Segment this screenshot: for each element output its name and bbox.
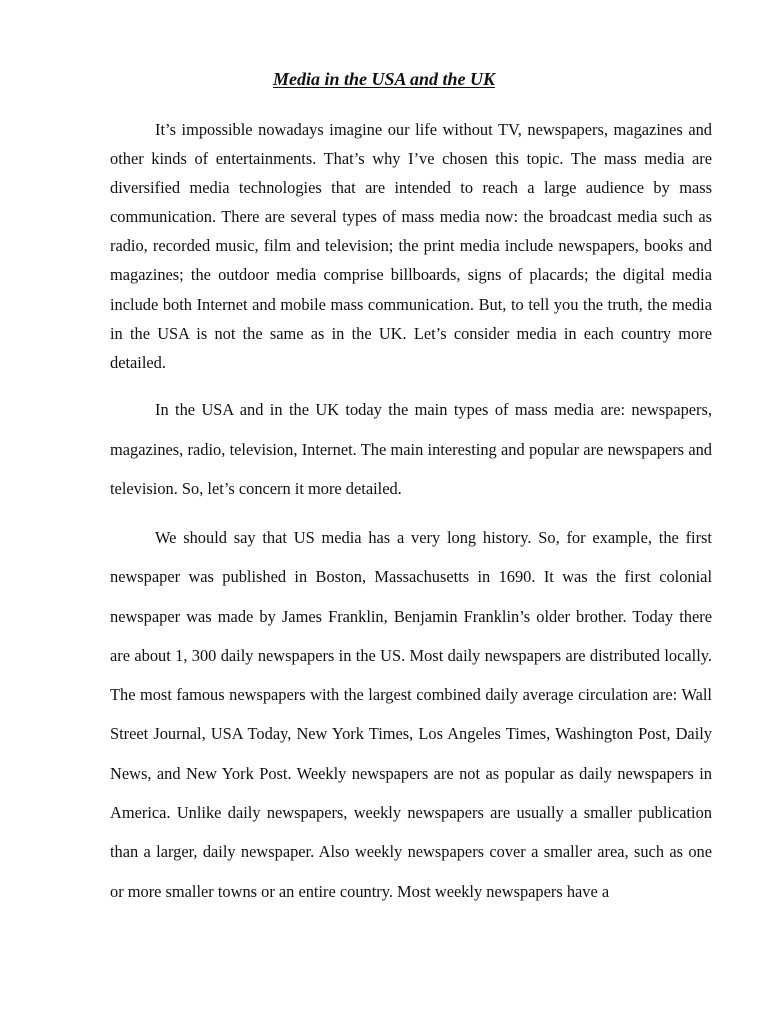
- paragraph-main-types: In the USA and in the UK today the main types of mass media are: newspapers, magazines, radio, television, Internet. The main interesting and popular are newspapers and television. So, let’s concern it more detailed.: [110, 400, 712, 499]
- paragraph-intro: It’s impossible nowadays imagine our life without TV, newspapers, magazines and other kinds of entertainments. That’s why I’ve chosen this topic. The mass media are diversified media technologies that are intended to reach a large audience by mass communication. There are several types of mass media now: the broadcast media such as radio, recorded music, film and television; the print media include newspapers, books and magazines; the outdoor media comprise billboards, signs of placards; the digital media include both Internet and mobile mass communication. But, to tell you the truth, the media in the USA is not the same as in the UK. Let’s consider media in each country more detailed.: [110, 120, 712, 372]
- paragraph-us-history: We should say that US media has a very long history. So, for example, the first newspaper was published in Boston, Massachusetts in 1690. It was the first colonial newspaper was made by James Franklin, Benjamin Franklin’s older brother. Today there are about 1, 300 daily newspapers in the US. Most daily newspapers are distributed locally. The most famous newspapers with the largest combined daily average circulation are: Wall Street Journal, USA Today, New York Times, Los Angeles Times, Washington Post, Daily News, and New York Post. Weekly newspapers are not as popular as daily newspapers in America. Unlike daily newspapers, weekly newspapers are usually a smaller publication than a larger, daily newspaper. Also weekly newspapers cover a smaller area, such as one or more smaller towns or an entire country. Most weekly newspapers have a: [110, 528, 712, 901]
- document-title: Media in the USA and the UK: [272, 69, 496, 89]
